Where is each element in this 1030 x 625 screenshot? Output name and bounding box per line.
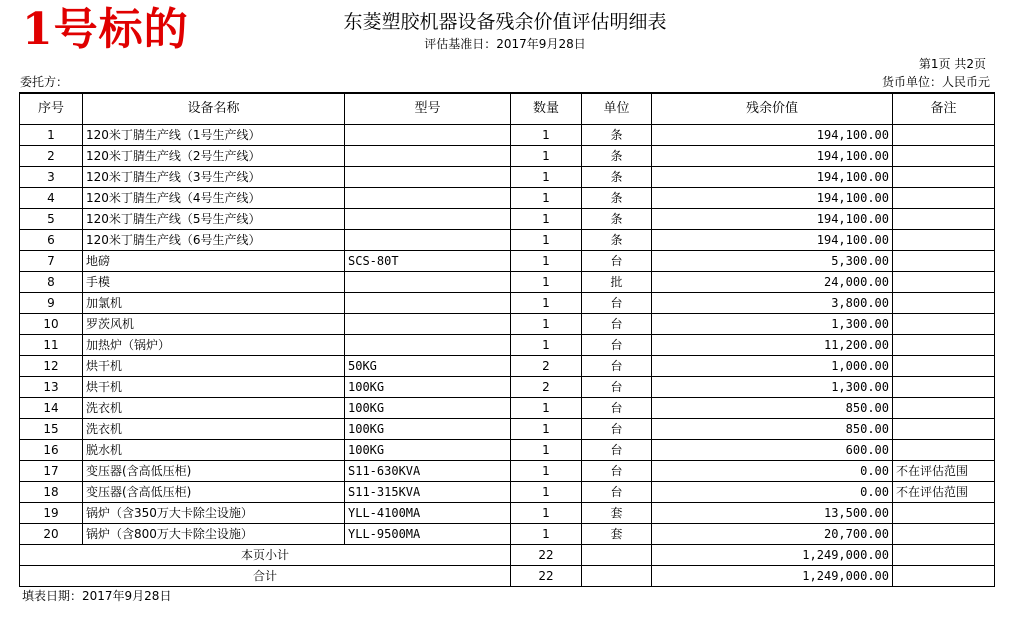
cell-unit: 条 [582, 167, 652, 188]
cell-value: 850.00 [652, 398, 893, 419]
fill-date: 填表日期：2017年9月28日 [22, 589, 172, 603]
cell-no: 19 [20, 503, 83, 524]
table-row [20, 503, 995, 524]
cell-name: 地磅 [83, 251, 345, 272]
cell-qty: 1 [511, 188, 582, 209]
cell-note [893, 209, 995, 230]
table-body [20, 125, 995, 587]
cell-unit: 台 [582, 461, 652, 482]
cell-value: 1,300.00 [652, 377, 893, 398]
cell-name: 锅炉（含350万大卡除尘设施） [83, 503, 345, 524]
cell-unit: 台 [582, 377, 652, 398]
cell-model: 100KG [345, 398, 511, 419]
table-row [20, 461, 995, 482]
cell-value: 11,200.00 [652, 335, 893, 356]
cell-value: 194,100.00 [652, 146, 893, 167]
cell-value: 194,100.00 [652, 230, 893, 251]
cell-name: 洗衣机 [83, 419, 345, 440]
cell-model: YLL-4100MA [345, 503, 511, 524]
cell-name: 烘干机 [83, 356, 345, 377]
cell-no: 4 [20, 188, 83, 209]
cell-unit: 台 [582, 335, 652, 356]
table-row [20, 356, 995, 377]
table-row [20, 419, 995, 440]
cell-name: 变压器(含高低压柜) [83, 461, 345, 482]
cell-model [345, 230, 511, 251]
cell-qty: 1 [511, 314, 582, 335]
cell-qty: 1 [511, 209, 582, 230]
table-row [20, 230, 995, 251]
cell-unit: 台 [582, 398, 652, 419]
total-row [20, 566, 995, 587]
cell-model: YLL-9500MA [345, 524, 511, 545]
table-row [20, 146, 995, 167]
cell-value: 0.00 [652, 461, 893, 482]
subtotal-qty: 22 [511, 545, 582, 566]
cell-note [893, 146, 995, 167]
cell-value: 20,700.00 [652, 524, 893, 545]
cell-qty: 1 [511, 335, 582, 356]
cell-no: 1 [20, 125, 83, 146]
cell-name: 120米丁腈生产线（5号生产线） [83, 209, 345, 230]
cell-qty: 1 [511, 398, 582, 419]
cell-qty: 1 [511, 440, 582, 461]
cell-note [893, 398, 995, 419]
cell-note [893, 503, 995, 524]
cell-model: 100KG [345, 419, 511, 440]
total-label: 合计 [20, 566, 511, 587]
total-note-empty [893, 566, 995, 587]
subtotal-label: 本页小计 [20, 545, 511, 566]
cell-unit: 台 [582, 251, 652, 272]
cell-qty: 1 [511, 524, 582, 545]
cell-note: 不在评估范围 [893, 482, 995, 503]
table-row [20, 293, 995, 314]
document-title: 东菱塑胶机器设备残余价值评估明细表 [343, 11, 667, 33]
cell-name: 变压器(含高低压柜) [83, 482, 345, 503]
cell-unit: 套 [582, 524, 652, 545]
cell-note [893, 377, 995, 398]
cell-no: 11 [20, 335, 83, 356]
cell-name: 120米丁腈生产线（2号生产线） [83, 146, 345, 167]
cell-note [893, 335, 995, 356]
cell-no: 6 [20, 230, 83, 251]
subtotal-unit-empty [582, 545, 652, 566]
column-header-value: 残余价值 [652, 93, 893, 125]
cell-unit: 条 [582, 125, 652, 146]
cell-model [345, 335, 511, 356]
cell-model [345, 146, 511, 167]
table-row [20, 377, 995, 398]
table-row [20, 209, 995, 230]
cell-qty: 1 [511, 482, 582, 503]
cell-note [893, 293, 995, 314]
cell-qty: 1 [511, 125, 582, 146]
cell-no: 8 [20, 272, 83, 293]
cell-qty: 1 [511, 272, 582, 293]
cell-note [893, 440, 995, 461]
table-row [20, 314, 995, 335]
cell-model [345, 125, 511, 146]
currency-label: 货币单位：人民币元 [881, 75, 990, 89]
cell-value: 0.00 [652, 482, 893, 503]
cell-note [893, 356, 995, 377]
cell-value: 850.00 [652, 419, 893, 440]
client-label: 委托方： [20, 75, 69, 89]
cell-qty: 1 [511, 251, 582, 272]
cell-unit: 台 [582, 356, 652, 377]
cell-name: 烘干机 [83, 377, 345, 398]
cell-value: 600.00 [652, 440, 893, 461]
cell-no: 18 [20, 482, 83, 503]
cell-model [345, 272, 511, 293]
cell-no: 17 [20, 461, 83, 482]
cell-name: 脱水机 [83, 440, 345, 461]
cell-name: 加热炉（锅炉） [83, 335, 345, 356]
table-row [20, 335, 995, 356]
cell-model: 50KG [345, 356, 511, 377]
cell-unit: 条 [582, 209, 652, 230]
cell-unit: 台 [582, 482, 652, 503]
cell-model [345, 293, 511, 314]
cell-qty: 1 [511, 167, 582, 188]
cell-unit: 台 [582, 419, 652, 440]
cell-model: S11-630KVA [345, 461, 511, 482]
cell-model [345, 167, 511, 188]
cell-value: 3,800.00 [652, 293, 893, 314]
cell-no: 20 [20, 524, 83, 545]
table-header-row [20, 93, 995, 125]
subtotal-row [20, 545, 995, 566]
cell-name: 罗茨风机 [83, 314, 345, 335]
cell-value: 24,000.00 [652, 272, 893, 293]
cell-name: 120米丁腈生产线（3号生产线） [83, 167, 345, 188]
cell-unit: 条 [582, 188, 652, 209]
cell-no: 15 [20, 419, 83, 440]
table-row [20, 125, 995, 146]
cell-model [345, 188, 511, 209]
cell-value: 194,100.00 [652, 209, 893, 230]
cell-no: 5 [20, 209, 83, 230]
cell-qty: 2 [511, 377, 582, 398]
cell-unit: 套 [582, 503, 652, 524]
cell-qty: 1 [511, 293, 582, 314]
cell-name: 120米丁腈生产线（1号生产线） [83, 125, 345, 146]
subtotal-value: 1,249,000.00 [652, 545, 893, 566]
table-row [20, 440, 995, 461]
cell-name: 锅炉（含800万大卡除尘设施） [83, 524, 345, 545]
cell-qty: 1 [511, 503, 582, 524]
cell-no: 12 [20, 356, 83, 377]
cell-unit: 批 [582, 272, 652, 293]
cell-name: 加氯机 [83, 293, 345, 314]
cell-note [893, 230, 995, 251]
table-row [20, 251, 995, 272]
cell-note [893, 314, 995, 335]
cell-model: S11-315KVA [345, 482, 511, 503]
cell-value: 1,000.00 [652, 356, 893, 377]
table-row [20, 272, 995, 293]
cell-unit: 台 [582, 293, 652, 314]
page-info: 第1页 共2页 [918, 57, 986, 71]
column-header-name: 设备名称 [83, 93, 345, 125]
cell-no: 10 [20, 314, 83, 335]
subtotal-note-empty [893, 545, 995, 566]
cell-note [893, 272, 995, 293]
cell-value: 13,500.00 [652, 503, 893, 524]
column-header-unit: 单位 [582, 93, 652, 125]
cell-value: 194,100.00 [652, 188, 893, 209]
table-row [20, 524, 995, 545]
cell-note [893, 188, 995, 209]
cell-no: 3 [20, 167, 83, 188]
table-row [20, 482, 995, 503]
cell-note [893, 167, 995, 188]
cell-note [893, 419, 995, 440]
cell-model: 100KG [345, 440, 511, 461]
cell-qty: 1 [511, 419, 582, 440]
lot-number-stamp: 1号标的 [22, 4, 189, 55]
table-row [20, 167, 995, 188]
cell-name: 120米丁腈生产线（6号生产线） [83, 230, 345, 251]
column-header-no: 序号 [20, 93, 83, 125]
total-unit-empty [582, 566, 652, 587]
total-value: 1,249,000.00 [652, 566, 893, 587]
cell-qty: 1 [511, 146, 582, 167]
cell-no: 16 [20, 440, 83, 461]
cell-name: 120米丁腈生产线（4号生产线） [83, 188, 345, 209]
column-header-model: 型号 [345, 93, 511, 125]
cell-no: 2 [20, 146, 83, 167]
cell-model [345, 209, 511, 230]
cell-no: 9 [20, 293, 83, 314]
cell-value: 1,300.00 [652, 314, 893, 335]
cell-qty: 2 [511, 356, 582, 377]
cell-unit: 台 [582, 440, 652, 461]
cell-note [893, 251, 995, 272]
cell-model [345, 314, 511, 335]
cell-value: 194,100.00 [652, 167, 893, 188]
column-header-qty: 数量 [511, 93, 582, 125]
cell-model: 100KG [345, 377, 511, 398]
cell-no: 14 [20, 398, 83, 419]
cell-note: 不在评估范围 [893, 461, 995, 482]
cell-value: 5,300.00 [652, 251, 893, 272]
cell-unit: 台 [582, 314, 652, 335]
cell-name: 手模 [83, 272, 345, 293]
cell-no: 13 [20, 377, 83, 398]
cell-name: 洗衣机 [83, 398, 345, 419]
column-header-note: 备注 [893, 93, 995, 125]
cell-qty: 1 [511, 461, 582, 482]
cell-qty: 1 [511, 230, 582, 251]
asset-detail-table [19, 92, 995, 587]
cell-unit: 条 [582, 146, 652, 167]
table-row [20, 188, 995, 209]
cell-value: 194,100.00 [652, 125, 893, 146]
cell-model: SCS-80T [345, 251, 511, 272]
cell-unit: 条 [582, 230, 652, 251]
base-date: 评估基准日：2017年9月28日 [424, 37, 586, 51]
table-row [20, 398, 995, 419]
cell-note [893, 524, 995, 545]
cell-no: 7 [20, 251, 83, 272]
total-qty: 22 [511, 566, 582, 587]
cell-note [893, 125, 995, 146]
